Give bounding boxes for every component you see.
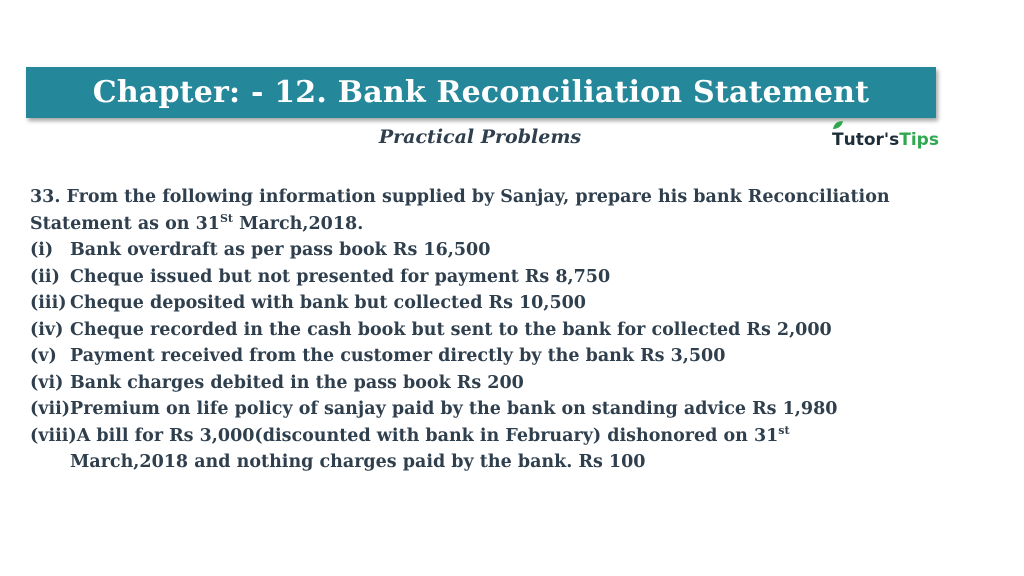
item-text-main: A bill for Rs 3,000(discounted with bank in February) dishonored on 31 <box>76 425 779 446</box>
item-number: (v) <box>30 346 57 366</box>
logo-word-utors: utor's <box>843 130 900 150</box>
logo-word-tips: Tips <box>899 130 939 150</box>
item-number: (iii) <box>30 293 67 313</box>
question-body <box>30 184 990 476</box>
list-item <box>30 423 990 450</box>
item-text: Payment received from the customer directly by the bank Rs 3,500 <box>70 346 726 366</box>
title-banner <box>26 67 936 118</box>
question-intro-line2 <box>30 211 990 238</box>
item-text <box>77 423 790 450</box>
list-item <box>30 396 990 423</box>
list-item <box>30 290 990 317</box>
section-subtitle: Practical Problems <box>378 126 582 148</box>
question-intro-line1: 33. From the following information supplied by Sanjay, prepare his bank Reconciliation <box>30 187 890 207</box>
item-number: (viii) <box>30 425 77 446</box>
superscript-st: st <box>778 423 790 437</box>
item-text: Bank overdraft as per pass book Rs 16,500 <box>70 240 491 260</box>
item-number: (vi) <box>30 372 64 393</box>
superscript-st: St <box>219 211 233 225</box>
list-item <box>30 317 990 344</box>
item-text: Cheque recorded in the cash book but sent to the bank for collected Rs 2,000 <box>70 319 832 340</box>
item-text: Bank charges debited in the pass book Rs 200 <box>70 372 524 393</box>
list-item <box>30 264 990 291</box>
item-continuation: March,2018 and nothing charges paid by the bank. Rs 100 <box>70 452 646 472</box>
item-text: Cheque issued but not presented for payment Rs 8,750 <box>70 266 611 287</box>
list-item <box>30 370 990 397</box>
leaf-icon <box>832 120 844 130</box>
item-text: Cheque deposited with bank but collected Rs 10,500 <box>70 293 586 313</box>
question-intro-line2-text: Statement as on 31 <box>30 213 220 234</box>
item-number: (ii) <box>30 266 60 287</box>
question-intro-line2-end: March,2018. <box>233 213 364 234</box>
chapter-title: Chapter: - 12. Bank Reconciliation Statement <box>92 75 870 110</box>
logo-letter-t: T <box>832 130 844 150</box>
item-number: (vii) <box>30 399 71 419</box>
tutors-tips-logo <box>832 122 939 150</box>
list-item <box>30 343 990 370</box>
item-text: Premium on life policy of sanjay paid by the bank on standing advice Rs 1,980 <box>70 399 838 419</box>
list-item <box>30 237 990 264</box>
item-number: (i) <box>30 240 54 260</box>
item-number: (iv) <box>30 319 64 340</box>
